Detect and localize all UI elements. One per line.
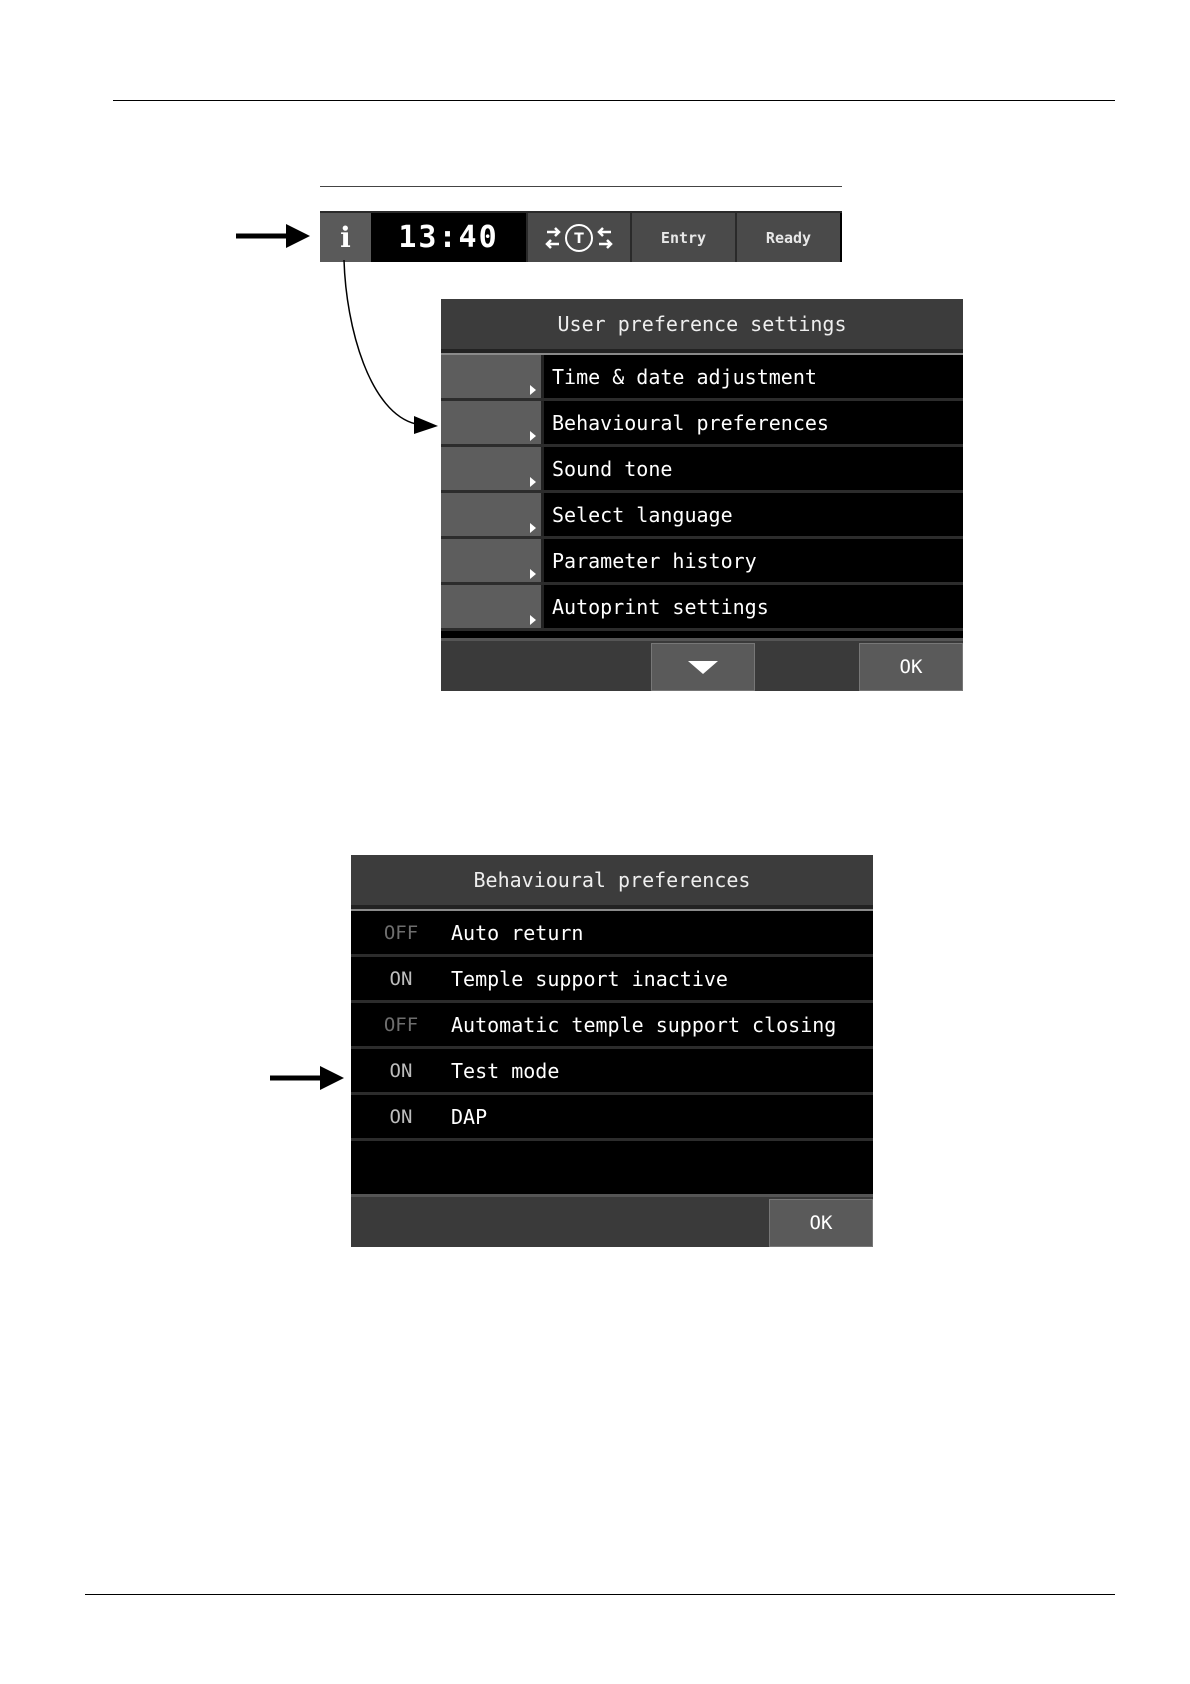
menu-item-button[interactable] <box>441 401 544 444</box>
pointer-arrow-test-mode <box>270 1063 344 1093</box>
menu-item-label: Time & date adjustment <box>552 364 817 389</box>
clock-display: 13:40 <box>398 220 499 255</box>
chevron-right-icon <box>530 431 536 441</box>
status-bar-rule <box>320 186 842 187</box>
pref-row-test-mode[interactable] <box>351 1049 873 1095</box>
page-top-rule <box>113 100 1115 101</box>
chevron-right-icon <box>530 523 536 533</box>
pref-label: Test mode <box>451 1058 560 1083</box>
pref-state-toggle[interactable]: ON <box>389 1059 413 1082</box>
pref-state-toggle[interactable]: ON <box>389 1105 413 1128</box>
info-icon: i <box>340 221 351 254</box>
pointer-arrow-info <box>236 221 310 251</box>
dialog-title: Behavioural preferences <box>351 855 873 909</box>
menu-item-label: Behavioural preferences <box>552 410 829 435</box>
chevron-right-icon <box>530 569 536 579</box>
pref-label: Temple support inactive <box>451 966 728 991</box>
menu-item-label: Parameter history <box>552 548 757 573</box>
pref-row-auto-return[interactable] <box>351 911 873 957</box>
user-preference-dialog <box>441 299 963 691</box>
menu-item-button[interactable] <box>441 447 544 490</box>
pref-label: Automatic temple support closing <box>451 1012 837 1037</box>
menu-item-sound-tone[interactable] <box>441 447 963 493</box>
pref-label: Auto return <box>451 920 584 945</box>
scroll-down-button[interactable] <box>651 643 755 691</box>
menu-item-behavioural[interactable] <box>441 401 963 447</box>
triangle-down-icon <box>688 661 718 674</box>
pref-row-auto-temple-closing[interactable] <box>351 1003 873 1049</box>
entry-button[interactable]: Entry <box>630 213 735 262</box>
temple-mode-icon <box>539 220 619 256</box>
info-button[interactable] <box>320 213 371 262</box>
behavioural-preferences-dialog <box>351 855 873 1247</box>
pref-label: DAP <box>451 1104 488 1129</box>
dialog-title: User preference settings <box>441 299 963 353</box>
ok-button[interactable]: OK <box>859 643 963 691</box>
chevron-right-icon <box>530 477 536 487</box>
menu-item-label: Sound tone <box>552 456 673 481</box>
pref-row-temple-support-inactive[interactable] <box>351 957 873 1003</box>
menu-item-button[interactable] <box>441 539 544 582</box>
dialog-footer <box>441 638 963 691</box>
svg-text:T: T <box>574 230 584 247</box>
menu-item-button[interactable] <box>441 355 544 398</box>
pref-state-toggle[interactable]: ON <box>389 967 413 990</box>
menu-item-label: Select language <box>552 502 733 527</box>
page-bottom-rule <box>85 1594 1115 1595</box>
ok-button[interactable]: OK <box>769 1199 873 1247</box>
menu-item-language[interactable] <box>441 493 963 539</box>
pref-state-toggle[interactable]: OFF <box>383 1013 419 1036</box>
menu-item-time-date[interactable] <box>441 355 963 401</box>
ready-button[interactable]: Ready <box>735 213 840 262</box>
pref-state-toggle[interactable]: OFF <box>383 921 419 944</box>
chevron-right-icon <box>530 385 536 395</box>
status-bar <box>320 211 842 262</box>
menu-item-label: Autoprint settings <box>552 594 769 619</box>
menu-item-button[interactable] <box>441 493 544 536</box>
dialog-footer <box>351 1194 873 1247</box>
connector-arrow <box>330 258 442 438</box>
pref-row-dap[interactable] <box>351 1095 873 1141</box>
menu-item-button[interactable] <box>441 585 544 628</box>
menu-item-parameter-history[interactable] <box>441 539 963 585</box>
temple-mode-button[interactable] <box>526 213 630 262</box>
chevron-right-icon <box>530 615 536 625</box>
menu-item-autoprint[interactable] <box>441 585 963 631</box>
